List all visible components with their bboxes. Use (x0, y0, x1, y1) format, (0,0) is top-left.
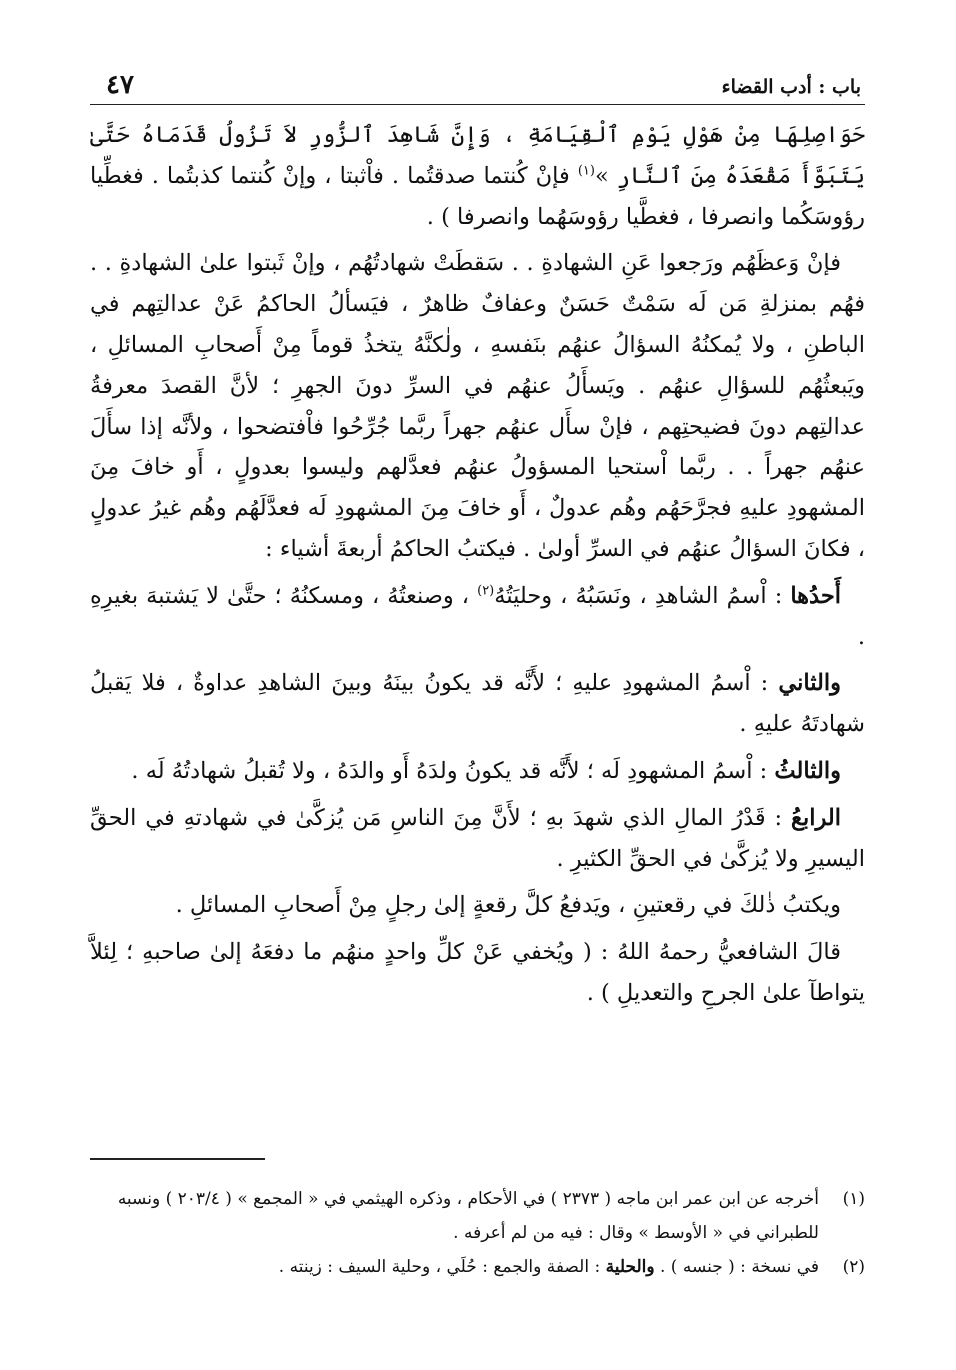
paragraph-item-first (90, 576, 865, 658)
footnote-1 (90, 1182, 865, 1250)
paragraph-text: حَوَاصِلِهَا مِنْ هَوْلِ يَوْمِ ٱلْقِيَامَةِ ، وَإِنَّ شَاهِدَ ٱلزُّورِ لاَ تَزُولُ قَدَمَاهُ حَتَّىٰ يَتَبَوَّأَ مَقْعَدَهُ مِنَ ٱلنَّارِ » (90, 122, 865, 189)
paragraph-text: : قَدْرُ المالِ الذي شهدَ بهِ ؛ لأَنَّ مِنَ الناسِ مَن يُزكَّىٰ في شهادتهِ في الحقِّ اليسيرِ ولا يُزكَّىٰ في الحقِّ الكثيرِ . (90, 804, 865, 872)
footnote-divider (90, 1158, 265, 1160)
footnote-text: : الصفة والجمع : حُلَي ، وحلية السيف : زينته . (278, 1257, 606, 1277)
paragraph-continuation (90, 115, 865, 237)
paragraph-item-third (90, 751, 865, 792)
paragraph-item-second (90, 663, 865, 745)
footnote-number: (١) (842, 1189, 865, 1209)
page-number: ٤٧ (106, 70, 134, 100)
footnote-text: أخرجه عن ابن عمر ابن ماجه ( ٢٣٧٣ ) في الأحكام ، وذكره الهيثمي في « المجمع » ( ٢٠٣/٤ ) ونسبه للطبراني في « الأوسط » وقال : فيه من لم أعرفه . (117, 1189, 819, 1243)
paragraph (90, 243, 865, 569)
paragraph-text: فإنْ كُنتما صدقتُما . فاْثبتا ، وإنْ كُنتما كذبتُما . فغطِّيا رؤوسَكُما وانصرفا ، فغطَّيا رؤوسَهُما وانصرفا ) . (90, 162, 865, 230)
item-lead: الرابعُ (790, 804, 841, 831)
footnote-text: في نسخة : ( جنسه ) . (654, 1257, 819, 1277)
paragraph-text: ، وصنعتُهُ ، ومسكنُهُ ؛ حتَّىٰ لا يَشتبهَ بغيرِهِ . (90, 582, 865, 650)
footnote-ref-2: (٢) (477, 583, 495, 599)
footnote-number: (٢) (842, 1257, 865, 1277)
paragraph-text: قالَ الشافعيُّ رحمهُ اللهُ : ( ويُخفي عَنْ كلِّ واحدٍ منهُم ما دفعَهُ إلىٰ صاحبهِ ؛ لِئلاَّ يتواطآ علىٰ الجرحِ والتعديلِ ) . (90, 939, 865, 1006)
main-text (90, 115, 865, 1014)
footnotes (90, 1182, 865, 1284)
footnote-term: والحلية (605, 1257, 655, 1277)
running-header (90, 70, 865, 105)
paragraph-quote (90, 932, 865, 1014)
footnote-ref-1: (١) (577, 163, 595, 179)
paragraph-item-fourth (90, 798, 865, 880)
paragraph-text: : اْسمُ المشهودِ لَه ؛ لأَنَّه قد يكونُ ولدَهُ أَو والدَهُ ، ولا تُقبلُ شهادتُهُ لَه . (131, 757, 775, 784)
paragraph-text: : اْسمُ المشهودِ عليهِ ؛ لأَنَّه قد يكونُ بينَهُ وبينَ الشاهدِ عداوةٌ ، فلا يَقبلُ شهادتَهُ عليهِ . (90, 670, 865, 738)
paragraph-text: : اْسمُ الشاهدِ ، ونَسَبُهُ ، وحليَتُهُ (494, 582, 791, 609)
item-lead: والثالثُ (774, 757, 841, 784)
item-lead: والثاني (778, 670, 841, 697)
paragraph-text: فإنْ وَعظَهُم ورَجعوا عَنِ الشهادةِ . . سَقطَتْ شهادتُهُم ، وإنْ ثَبتوا علىٰ الشهادةِ . . فهُم بمنزلةِ مَن لَه سَمْتٌ حَسَنٌ وعفافٌ ظاهرٌ ، فيَسألُ الحاكمُ عَنْ عدالتِهم في الباطنِ ، ولا يُمكنُهُ السؤالُ عنهُم بنَفسهِ ، ولٰكنَّهُ يتخذُ قوماً مِنْ أَصحابِ المسائلِ ، ويَبعثُهُم للسؤالِ عنهُم . ويَسأَلُ عنهُم في السرِّ دونَ الجهرِ ؛ لأنَّ القصدَ معرفةُ عدالتِهم دونَ فضيحتِهم ، فإنْ سأَل عنهُم جهراً ربَّما جُرِّحُوا فاْفتضحوا ، ولأنَّه إذا سأَلَ عنهُم جهراً . . ربَّما اْستحيا المسؤولُ عنهُم فعدَّلهم وليسوا بعدولٍ ، أَو خافَ مِنَ المشهودِ عليهِ فجرَّحَهُم وهُم عدولٌ ، أَو خافَ مِنَ المشهودِ لَه فعدَّلَهُم وهُم غيرُ عدولٍ ، فكانَ السؤالُ عنهُم في السرِّ أولىٰ . فيكتبُ الحاكمُ أربعةَ أشياء : (90, 250, 865, 562)
chapter-title: باب : أدب القضاء (721, 76, 861, 98)
footnote-2 (90, 1250, 865, 1284)
paragraph-text: ويكتبُ ذٰلكَ في رقعتينِ ، ويَدفعُ كلَّ رقعةٍ إلىٰ رجلٍ مِنْ أَصحابِ المسائلِ . (175, 892, 841, 919)
item-lead: أَحدُها (790, 582, 842, 609)
book-page (90, 70, 865, 1330)
paragraph (90, 885, 865, 926)
